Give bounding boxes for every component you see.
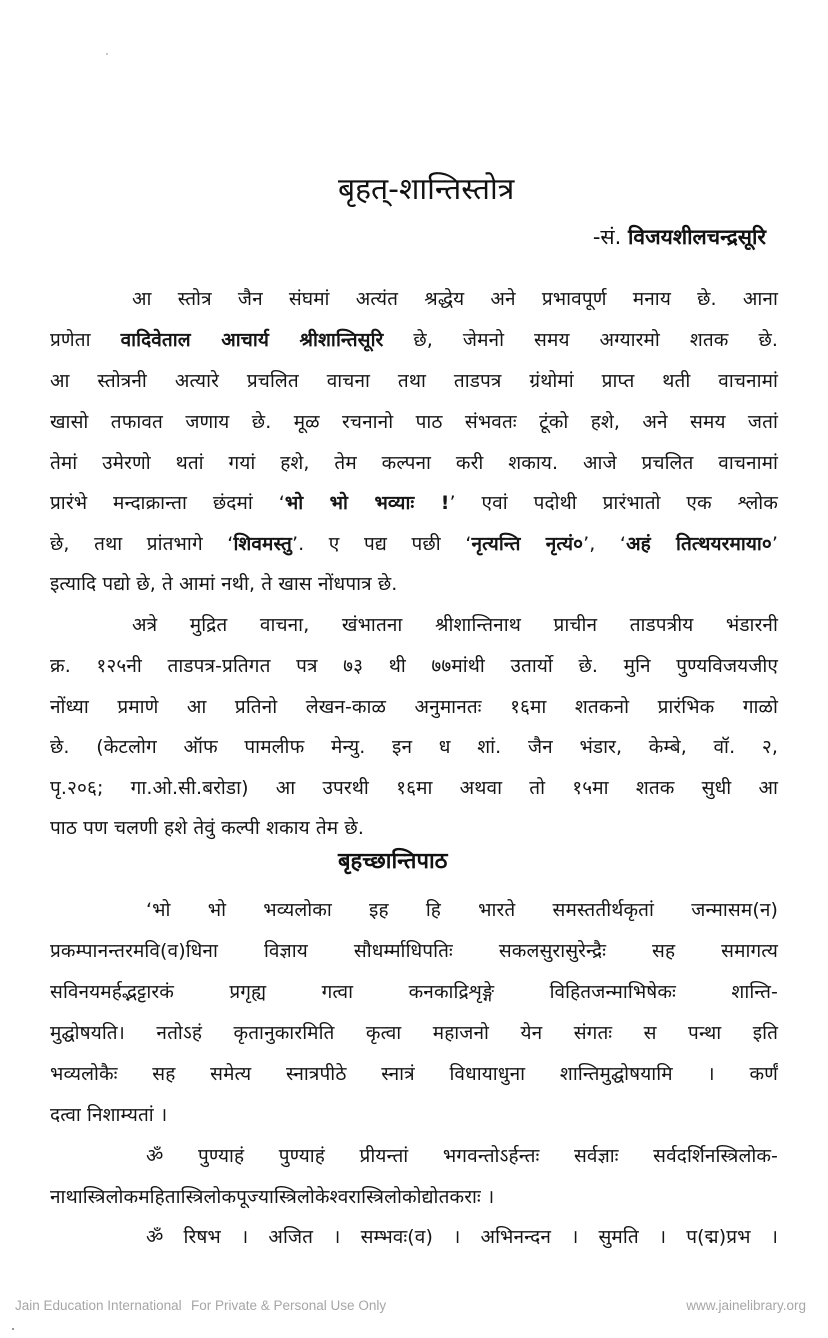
intro-p2-line-4: छे. (केटलोग ऑफ पामलीफ मेन्यु. इन ध शां. जैन भंडार, केम्बे, वॉ. २, [50, 736, 778, 758]
quoted-verse-bold: नृत्यन्ति नृत्यं० [471, 533, 584, 555]
intro-p1-line-1: आ स्तोत्र जैन संघमां अत्यंत श्रद्धेय अने प्रभावपूर्ण मनाय छे. आना [132, 288, 778, 310]
footer-usage-notice: For Private & Personal Use Only [191, 1298, 387, 1313]
intro-p1-line-4: खासो तफावत जणाय छे. मूळ रचनानो पाठ संभवतः टूंको हशे, अने समय जतां [50, 411, 778, 433]
text-p1-line-1: ‘भो भो भव्यलोका इह हि भारते समस्ततीर्थकृतां जन्मासम(न) [146, 899, 778, 921]
text-p1-line-4: मुद्घोषयति। नतोऽहं कृतानुकारमिति कृत्वा महाजनो येन संगतः स पन्था इति [50, 1022, 778, 1044]
footer-publisher: Jain Education International [15, 1298, 182, 1313]
byline-prefix: -सं. [592, 225, 622, 249]
scan-speck [106, 53, 108, 55]
quoted-verse-bold: शिवमस्तु [233, 533, 292, 555]
intro-p1-line-6 [50, 488, 778, 518]
intro-p2-line-3: नोंध्या प्रमाणे आ प्रतिनो लेखन-काळ अनुमानतः १६मा शतकनो प्रारंभिक गाळो [50, 696, 778, 718]
scan-speck [12, 1328, 14, 1330]
quoted-verse-bold: अहं तित्थयरमाया० [626, 533, 772, 555]
text-p3-line-1: ॐ रिषभ । अजित । सम्भवः(व) । अभिनन्दन । सुमति । प(द्म)प्रभ । [146, 1226, 778, 1248]
author-name-bold: वादिवेताल आचार्य श्रीशान्तिसूरि [120, 329, 384, 351]
text-run: ’ एवां पदोथी प्रारंभातो एक श्लोक [449, 492, 779, 514]
text-p1-line-3: सविनयमर्हद्भट्टारकं प्रगृह्य गत्वा कनकाद्रिशृङ्गे विहितजन्माभिषेकः शान्ति- [50, 981, 778, 1003]
text-p1-line-2: प्रकम्पानन्तरमवि(व)धिना विज्ञाय सौधर्म्माधिपतिः सकलसुरासुरेन्द्रैः सह समागत्य [50, 940, 778, 962]
quoted-verse-bold: भो भो भव्याः ! [284, 492, 450, 514]
text-p2-line-1: ॐ पुण्याहं पुण्याहं प्रीयन्तां भगवन्तोऽर्हन्तः सर्वज्ञाः सर्वदर्शिनस्त्रिलोक- [146, 1145, 778, 1167]
intro-p2-line-2: क्र. १२५नी ताडपत्र-प्रतिगत पत्र ७३ थी ७७मांथी उतार्यो छे. मुनि पुण्यविजयजीए [50, 655, 778, 677]
text-p2-line-2: नाथास्त्रिलोकमहितास्त्रिलोकपूज्यास्त्रिलोकेश्वरास्त्रिलोकोद्योतकराः । [50, 1186, 495, 1208]
intro-p2-line-5: पृ.२०६; गा.ओ.सी.बरोडा) आ उपरथी १६मा अथवा तो १५मा शतक सुधी आ [50, 777, 778, 799]
text-run: ’, ‘ [583, 533, 627, 555]
intro-p1-line-7 [50, 529, 778, 559]
editor-name: विजयशीलचन्द्रसूरि [627, 225, 766, 249]
section-heading: बृहच्छान्तिपाठ [338, 849, 448, 874]
text-run: प्रारंभे मन्दाक्रान्ता छंदमां ‘ [50, 492, 285, 514]
intro-p1-line-8: इत्यादि पद्यो छे, ते आमां नथी, ते खास नोंधपात्र छे. [50, 573, 398, 595]
editor-byline [593, 222, 766, 252]
text-run: छे, जेमनो समय अग्यारमो शतक छे. [383, 329, 779, 351]
footer-website-link[interactable]: www.jainelibrary.org [686, 1298, 806, 1313]
text-run: प्रणेता [50, 329, 121, 351]
text-p1-line-5: भव्यलोकैः सह समेत्य स्नात्रपीठे स्नात्रं विधायाधुना शान्तिमुद्घोषयामि । कर्णं [50, 1063, 778, 1085]
text-run: छे, तथा प्रांतभागे ‘ [50, 533, 234, 555]
intro-p1-line-5: तेमां उमेरणो थतां गयां हशे, तेम कल्पना करी शकाय. आजे प्रचलित वाचनामां [50, 452, 778, 474]
text-p1-line-6: दत्वा निशाम्यतां । [50, 1104, 168, 1126]
intro-p2-line-1: अत्रे मुद्रित वाचना, खंभातना श्रीशान्तिनाथ प्राचीन ताडपत्रीय भंडारनी [132, 614, 778, 636]
intro-p1-line-2 [50, 325, 778, 355]
page-title: बृहत्-शान्तिस्तोत्र [338, 172, 515, 207]
intro-p1-line-3: आ स्तोत्रनी अत्यारे प्रचलित वाचना तथा ताडपत्र ग्रंथोमां प्राप्त थती वाचनामां [50, 370, 778, 392]
text-run: ’ [771, 533, 778, 555]
text-run: ’. ए पद्य पछी ‘ [291, 533, 472, 555]
intro-p2-line-6: पाठ पण चलणी हशे तेवुं कल्पी शकाय तेम छे. [50, 817, 364, 839]
